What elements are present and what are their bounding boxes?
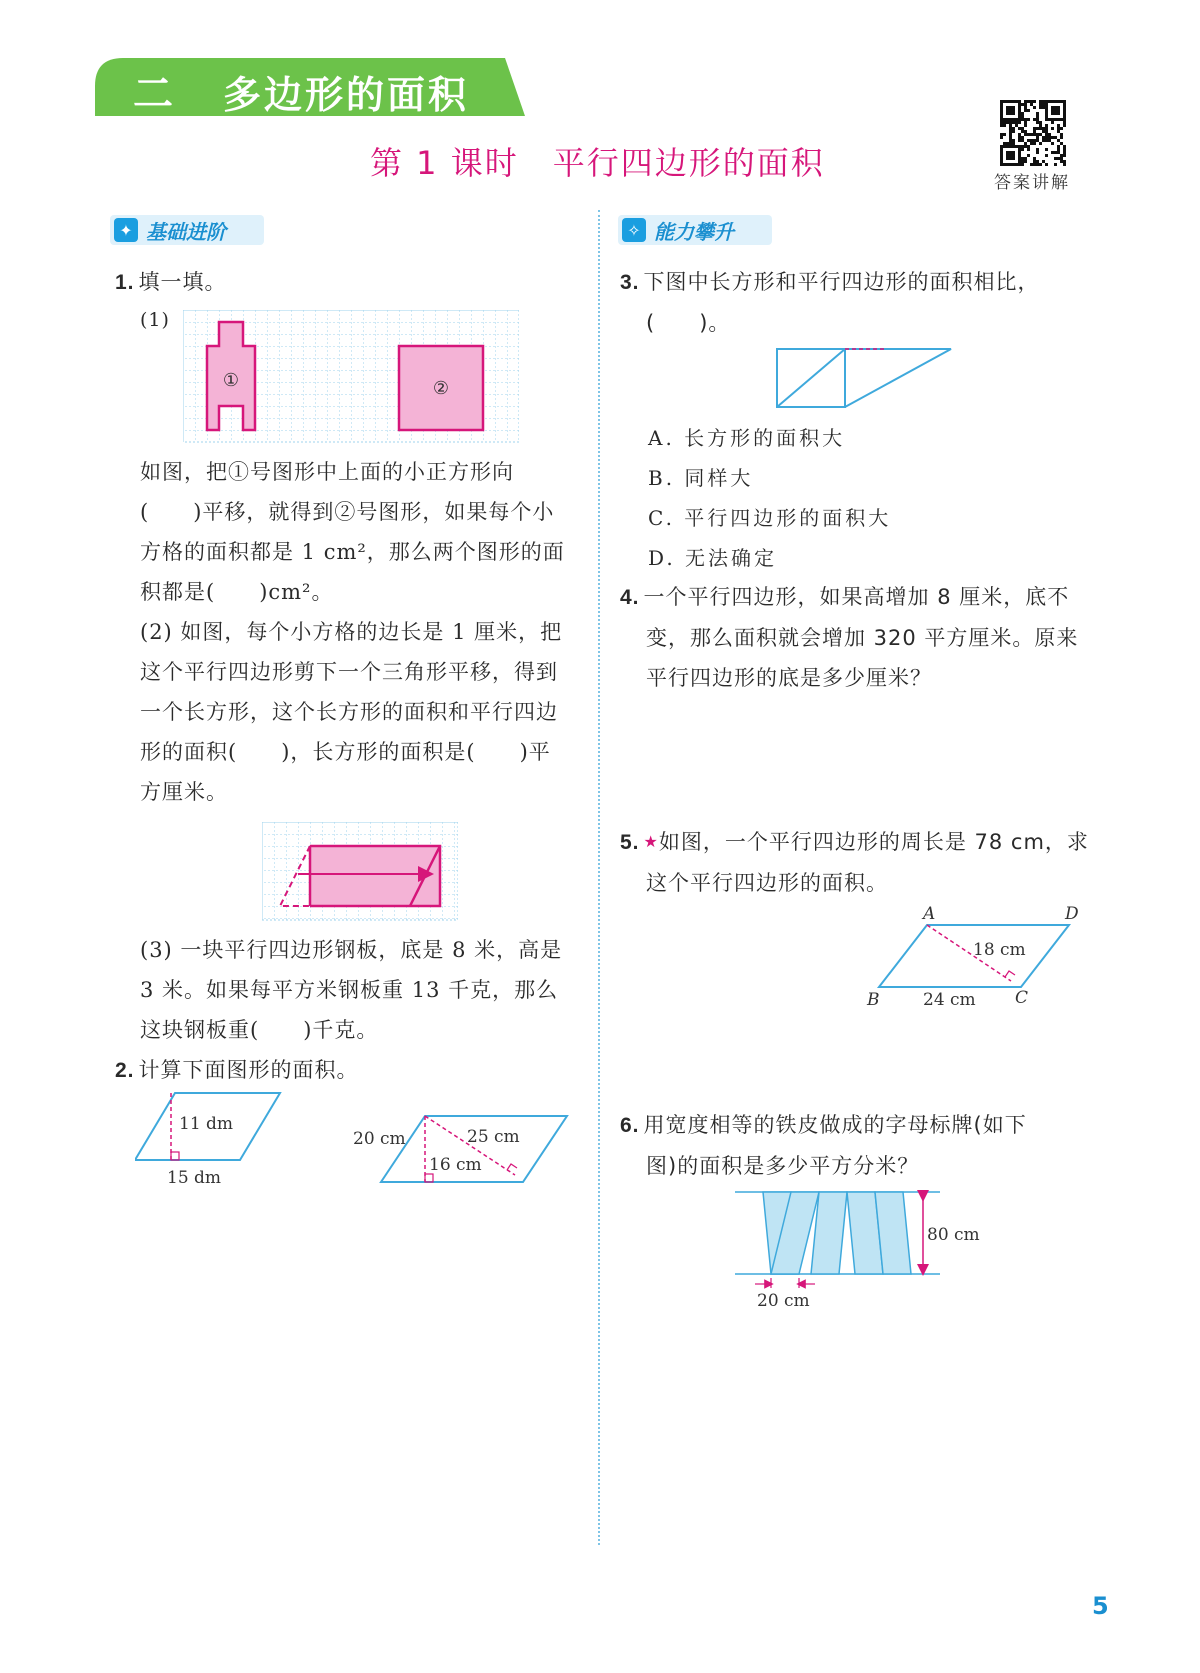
- q3-option-a[interactable]: A. 长方形的面积大: [648, 426, 846, 450]
- svg-text:11 dm: 11 dm: [179, 1114, 234, 1134]
- svg-text:18 cm: 18 cm: [973, 940, 1026, 960]
- svg-text:D: D: [1065, 905, 1079, 924]
- svg-text:B: B: [867, 990, 880, 1010]
- q1-p3-line: (3) 一块平行四边形钢板，底是 8 米，高是: [140, 938, 563, 962]
- svg-text:C: C: [1015, 988, 1029, 1008]
- q6-block: [620, 1105, 1095, 1186]
- q3-options: [648, 418, 891, 578]
- chapter-banner: [95, 58, 525, 116]
- q4-line: 变，那么面积就会增加 320 平方厘米。原来: [646, 626, 1079, 650]
- q1-part1-text: [140, 452, 580, 812]
- q3-option-d[interactable]: D. 无法确定: [648, 546, 778, 570]
- q6-line: 用宽度相等的铁皮做成的字母标牌(如下: [643, 1113, 1027, 1137]
- q1-figure-parallelogram: [262, 822, 458, 926]
- svg-text:24 cm: 24 cm: [923, 990, 976, 1010]
- q5-block: [620, 822, 1095, 903]
- svg-text:②: ②: [432, 378, 450, 399]
- q5-line: 这个平行四边形的面积。: [646, 871, 888, 895]
- q1-p1-line: ( )平移，就得到②号图形，如果每个小: [140, 500, 555, 524]
- q2-title: 计算下面图形的面积。: [138, 1058, 359, 1082]
- q3-figure: [775, 345, 955, 415]
- svg-text:80 cm: 80 cm: [927, 1225, 980, 1245]
- svg-text:①: ①: [222, 370, 240, 391]
- page-number: 5: [1092, 1592, 1109, 1620]
- svg-text:20 cm: 20 cm: [757, 1291, 810, 1310]
- column-divider: [598, 210, 600, 1545]
- section-advanced-label: 能力攀升: [654, 219, 734, 244]
- climber-icon: ✧: [622, 218, 646, 242]
- q1-p2-line: (2) 如图，每个小方格的边长是 1 厘米，把: [140, 620, 563, 644]
- q4-line: 平行四边形的底是多少厘米？: [646, 666, 932, 690]
- svg-text:A: A: [923, 905, 936, 924]
- q2-figure-a: [135, 1085, 285, 1189]
- q1-p3-line: 3 米。如果每平方米钢板重 13 千克，那么: [140, 978, 559, 1002]
- star-icon: ★: [643, 832, 659, 851]
- q1-figure-grid: [183, 310, 519, 450]
- q3-block: [620, 262, 1090, 343]
- q4-line: 一个平行四边形，如果高增加 8 厘米，底不: [643, 585, 1070, 609]
- q3-line: 下图中长方形和平行四边形的面积相比，: [643, 270, 1040, 294]
- q5-figure: [865, 905, 1085, 1014]
- chapter-title: 多边形的面积: [223, 73, 470, 117]
- q1-part1-label: (1): [140, 309, 170, 331]
- q1-p2-line: 形的面积( )，长方形的面积是( )平: [140, 740, 551, 764]
- qr-label: 答案讲解: [994, 173, 1070, 193]
- q3-option-c[interactable]: C. 平行四边形的面积大: [648, 506, 892, 530]
- q6-line: 图)的面积是多少平方分米？: [646, 1154, 920, 1178]
- svg-text:16 cm: 16 cm: [429, 1155, 482, 1175]
- q4-number: 4.: [620, 586, 640, 609]
- lesson-title: 第 1 课时 平行四边形的面积: [370, 144, 825, 182]
- chapter-number: 二: [133, 71, 173, 117]
- q5-number: 5.: [620, 831, 640, 854]
- q4-block: [620, 577, 1090, 698]
- q1-p3-line: 这块钢板重( )千克。: [140, 1018, 379, 1042]
- section-basic: [110, 215, 264, 245]
- q1-title-row: [115, 262, 227, 303]
- q3-line: ( )。: [646, 311, 731, 335]
- q1-number: 1.: [115, 271, 135, 294]
- q1-p1-line: 方格的面积都是 1 cm²，那么两个图形的面: [140, 540, 565, 564]
- q1-part3-text: [140, 930, 580, 1050]
- q2-number: 2.: [115, 1059, 135, 1082]
- q1-title: 填一填。: [138, 270, 227, 294]
- svg-text:20 cm: 20 cm: [353, 1129, 406, 1149]
- q5-line: 如图，一个平行四边形的周长是 78 cm，求: [658, 830, 1089, 854]
- q6-figure: [735, 1180, 1000, 1314]
- runner-icon: ✦: [114, 218, 138, 242]
- section-basic-label: 基础进阶: [146, 219, 226, 244]
- q6-number: 6.: [620, 1114, 640, 1137]
- q1-p2-line: 这个平行四边形剪下一个三角形平移，得到: [140, 660, 558, 684]
- qr-code[interactable]: [1000, 100, 1066, 166]
- q2-figure-b: [345, 1100, 570, 1204]
- q1-p1-line: 如图，把①号图形中上面的小正方形向: [140, 460, 514, 484]
- svg-text:15 dm: 15 dm: [167, 1168, 222, 1185]
- q1-p2-line: 方厘米。: [140, 780, 228, 804]
- q3-number: 3.: [620, 271, 640, 294]
- section-advanced: [618, 215, 772, 245]
- q1-p2-line: 一个长方形，这个长方形的面积和平行四边: [140, 700, 558, 724]
- q3-option-b[interactable]: B. 同样大: [648, 466, 754, 490]
- q1-p1-line: 积都是( )cm²。: [140, 580, 334, 604]
- svg-text:25 cm: 25 cm: [467, 1127, 520, 1147]
